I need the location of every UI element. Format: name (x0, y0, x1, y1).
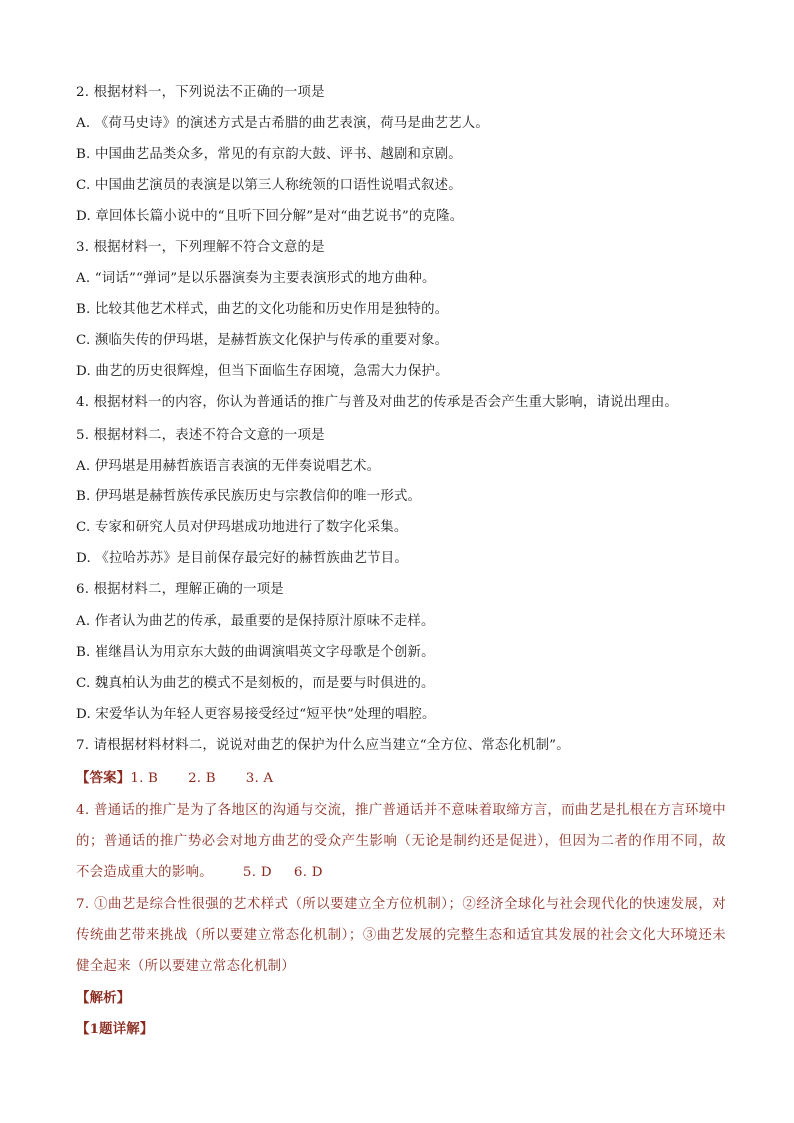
question-5-option-a: A. 伊玛堪是用赫哲族语言表演的无伴奏说唱艺术。 (76, 459, 381, 474)
analysis-heading: 【解析】 (76, 990, 131, 1006)
answer-6: 6. D (293, 865, 323, 880)
question-5-option-b: B. 伊玛堪是赫哲族传承民族历史与宗教信仰的唯一形式。 (76, 489, 422, 504)
question-2-option-b: B. 中国曲艺品类众多，常见的有京韵大鼓、评书、越剧和京剧。 (76, 147, 462, 162)
question-3-option-d: D. 曲艺的历史很辉煌，但当下面临生存困境，急需大力保护。 (76, 364, 449, 379)
question-7-stem: 7. 请根据材料材料二，说说对曲艺的保护为什么应当建立“全方位、常态化机制”。 (76, 738, 570, 753)
question-5-stem: 5. 根据材料二，表述不符合文意的一项是 (76, 428, 325, 443)
answer-row (76, 768, 273, 789)
question-6-option-d: D. 宋爱华认为年轻人更容易接受经过“短平快”处理的唱腔。 (76, 707, 436, 722)
question-4-stem: 4. 根据材料一的内容，你认为普通话的推广与普及对曲艺的传承是否会产生重大影响，请说出理由。 (76, 395, 679, 410)
detail-heading: 【1题详解】 (76, 1021, 154, 1037)
question-3-option-b: B. 比较其他艺术样式，曲艺的文化功能和历史作用是独特的。 (76, 302, 449, 317)
question-5-option-c: C. 专家和研究人员对伊玛堪成功地进行了数字化采集。 (76, 520, 408, 535)
answer-tag: 【答案】 (76, 770, 131, 786)
question-3-option-a: A. “词话”“弹词”是以乐器演奏为主要表演形式的地方曲种。 (76, 271, 436, 286)
question-6-option-b: B. 崔继昌认为用京东大鼓的曲调演唱英文字母歌是个创新。 (76, 645, 435, 660)
answer-5: 5. D (242, 865, 272, 880)
question-2-option-c: C. 中国曲艺演员的表演是以第三人称统领的口语性说唱式叙述。 (76, 178, 462, 193)
question-2-stem: 2. 根据材料一，下列说法不正确的一项是 (76, 85, 325, 100)
question-6-option-c: C. 魏真柏认为曲艺的模式不是刻板的，而是要与时俱进的。 (76, 676, 435, 691)
question-6-stem: 6. 根据材料二，理解正确的一项是 (76, 582, 284, 597)
question-5-option-d: D. 《拉哈苏苏》是目前保存最完好的赫哲族曲艺节目。 (76, 551, 408, 566)
question-6-option-a: A. 作者认为曲艺的传承，最重要的是保持原汁原味不走样。 (76, 614, 435, 629)
question-2-option-a: A. 《荷马史诗》的演述方式是古希腊的曲艺表演，荷马是曲艺艺人。 (76, 116, 489, 131)
question-3-stem: 3. 根据材料一，下列理解不符合文意的是 (76, 240, 325, 255)
question-3-option-c: C. 濒临失传的伊玛堪，是赫哲族文化保护与传承的重要对象。 (76, 333, 449, 348)
answer-3: 3. A (245, 771, 274, 786)
question-2-option-d: D. 章回体长篇小说中的“且听下回分解”是对“曲艺说书”的克隆。 (76, 209, 464, 224)
answer-4-block (76, 795, 726, 888)
answer-7-block: 7. ①曲艺是综合性很强的艺术样式（所以要建立全方位机制）；②经济全球化与社会现代化的快速发展，对传统曲艺带来挑战（所以要建立常态化机制）；③曲艺发展的完整生态和适宜其发展的社会文化大环境还未健全起来（所以要建立常态化机制） (76, 897, 726, 974)
answer-4-text: 4. 普通话的推广是为了各地区的沟通与交流，推广普通话并不意味着取缔方言，而曲艺是扎根在方言环境中的；普通话的推广势必会对地方曲艺的受众产生影响（无论是制约还是促进），但因为二者的作用不同，故不会造成重大的影响。 (76, 803, 726, 880)
answer-2: 2. B (188, 771, 216, 786)
answer-1: 1. B (130, 771, 159, 786)
